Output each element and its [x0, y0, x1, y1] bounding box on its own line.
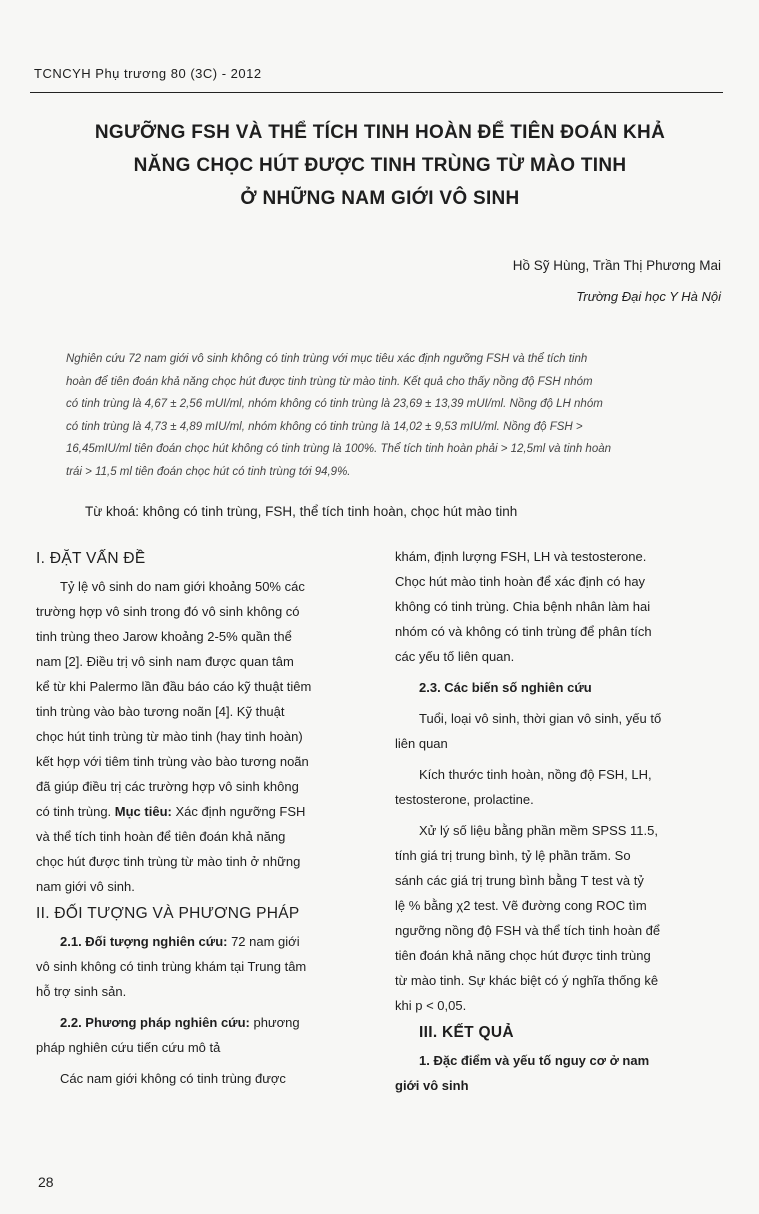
left-column — [36, 544, 371, 1091]
text-line: sánh các giá trị trung bình bằng T test và tỷ — [395, 873, 644, 888]
paragraph-introduction — [36, 574, 371, 899]
text-line: tinh trùng theo Jarow khoảng 2-5% quần thể — [36, 629, 292, 644]
keywords: Từ khoá: không có tinh trùng, FSH, thể tích tinh hoàn, chọc hút mào tinh — [85, 504, 518, 519]
title-line: NGƯỠNG FSH VÀ THỂ TÍCH TINH HOÀN ĐỂ TIÊN ĐOÁN KHẢ — [94, 122, 666, 143]
subheading-results-1 — [395, 1048, 730, 1098]
abstract-line: Nghiên cứu 72 nam giới vô sinh không có tinh trùng với mục tiêu xác định ngưỡng FSH và thể tích tinh — [66, 353, 588, 365]
paper-title — [30, 116, 730, 215]
text-line: đã giúp điều trị các trường hợp vô sinh không — [36, 779, 299, 794]
text-line: trường hợp vô sinh trong đó vô sinh không có — [36, 604, 300, 619]
text-line: nam [2]. Điều trị vô sinh nam được quan tâm — [36, 654, 294, 669]
text-line: ngưỡng nồng độ FSH và thể tích tinh hoàn để — [395, 923, 661, 938]
text-line: nhóm có và không có tinh trùng để phân tích — [395, 624, 652, 639]
text-line: tinh trùng vào bào tương noãn [4]. Kỹ thuật — [36, 704, 285, 719]
goal-label: Mục tiêu: — [114, 804, 172, 819]
paragraph-statistics — [395, 818, 730, 1018]
text-line — [36, 929, 371, 954]
page-number: 28 — [38, 1174, 54, 1190]
section-heading-methods: II. ĐỐI TƯỢNG VÀ PHƯƠNG PHÁP — [36, 905, 300, 922]
text-line: Các nam giới không có tinh trùng được — [60, 1071, 286, 1086]
paragraph-method — [36, 1010, 371, 1060]
text-line: kể từ khi Palermo lần đầu báo cáo kỹ thuật tiêm — [36, 679, 312, 694]
paragraph-variables-2 — [395, 762, 730, 812]
title-line: Ở NHỮNG NAM GIỚI VÔ SINH — [240, 188, 520, 209]
abstract — [66, 348, 722, 484]
abstract-line: hoàn để tiên đoán khả năng chọc hút được tinh trùng từ mào tinh. Kết quả cho thấy nồng độ FSH nhóm — [66, 375, 593, 388]
text-run: Xác định ngưỡng FSH — [171, 804, 306, 819]
text-line: không có tinh trùng. Chia bệnh nhân làm hai — [395, 599, 651, 614]
text-line: Tuổi, loại vô sinh, thời gian vô sinh, yếu tố — [419, 711, 662, 726]
right-column — [395, 544, 730, 1098]
text-line: khám, định lượng FSH, LH và testosterone. — [395, 549, 647, 564]
text-line: Chọc hút mào tinh hoàn để xác định có hay — [395, 574, 646, 589]
text-line: giới vô sinh — [395, 1078, 469, 1093]
text-line: 1. Đặc điểm và yếu tố nguy cơ ở nam — [419, 1053, 650, 1068]
abstract-line: có tinh trùng là 4,73 ± 4,89 mIU/ml, nhóm không có tinh trùng là 14,02 ± 9,53 mIU/ml. Nồng độ FSH > — [66, 420, 583, 433]
subheading-method: 2.2. Phương pháp nghiên cứu: — [60, 1015, 250, 1030]
text-line: và thể tích tinh hoàn để tiên đoán khả năng — [36, 829, 286, 844]
text-line: các yếu tố liên quan. — [395, 649, 515, 664]
text-line: Kích thước tinh hoàn, nồng độ FSH, LH, — [419, 767, 652, 782]
text-line: lệ % bằng χ2 test. Vẽ đường cong ROC tìm — [395, 898, 647, 913]
abstract-line: 16,45mIU/ml tiên đoán chọc hút không có tinh trùng là 100%. Thể tích tinh hoàn phải > 12,5ml và tinh hoàn — [66, 443, 612, 456]
section-heading-introduction: I. ĐẶT VẤN ĐỀ — [36, 550, 146, 567]
paragraph-subjects — [36, 929, 371, 1004]
text-line: liên quan — [395, 736, 448, 751]
text-line: Tỷ lệ vô sinh do nam giới khoảng 50% các — [60, 579, 305, 594]
header-rule — [30, 92, 723, 93]
text-line: testosterone, prolactine. — [395, 792, 534, 807]
subheading-variables: 2.3. Các biến số nghiên cứu — [419, 680, 592, 695]
text-line: pháp nghiên cứu tiến cứu mô tả — [36, 1040, 221, 1055]
section-heading-results: III. KẾT QUẢ — [419, 1024, 514, 1041]
text-line: chọc hút được tinh trùng từ mào tinh ở những — [36, 854, 301, 869]
text-line: tính giá trị trung bình, tỷ lệ phần trăm. So — [395, 848, 631, 863]
text-run: phương — [249, 1015, 300, 1030]
text-line: vô sinh không có tinh trùng khám tại Trung tâm — [36, 959, 307, 974]
text-line: từ mào tinh. Sự khác biệt có ý nghĩa thống kê — [395, 973, 659, 988]
text-line: khi p < 0,05. — [395, 998, 467, 1013]
running-header: TCNCYH Phụ trương 80 (3C) - 2012 — [34, 66, 262, 81]
text-line — [36, 1010, 371, 1035]
text-line: hỗ trợ sinh sản. — [36, 984, 127, 999]
abstract-line: có tinh trùng là 4,67 ± 2,56 mUI/ml, nhóm không có tinh trùng là 23,69 ± 13,39 mUI/ml. Nồng độ LH nhóm — [66, 398, 603, 411]
paragraph-continued — [395, 544, 730, 669]
authors: Hồ Sỹ Hùng, Trần Thị Phương Mai — [512, 258, 721, 273]
text-line: Xử lý số liệu bằng phần mềm SPSS 11.5, — [419, 823, 658, 838]
text-run: có tinh trùng. — [36, 804, 115, 819]
title-line: NĂNG CHỌC HÚT ĐƯỢC TINH TRÙNG TỪ MÀO TINH — [133, 155, 627, 176]
text-line: kết hợp với tiêm tinh trùng vào bào tương noãn — [36, 754, 309, 769]
affiliation: Trường Đại học Y Hà Nội — [576, 289, 721, 304]
subheading-subjects: 2.1. Đối tượng nghiên cứu: — [60, 934, 228, 949]
text-line: tiên đoán khả năng chọc hút được tinh trùng — [395, 948, 651, 963]
text-line: nam giới vô sinh. — [36, 879, 135, 894]
text-line — [36, 799, 371, 824]
text-run: 72 nam giới — [227, 934, 300, 949]
abstract-line: trái > 11,5 ml tiên đoán chọc hút có tinh trùng tới 94,9%. — [66, 465, 351, 478]
paragraph-variables-1 — [395, 706, 730, 756]
text-line: chọc hút tinh trùng từ mào tinh (hay tinh hoàn) — [36, 729, 303, 744]
